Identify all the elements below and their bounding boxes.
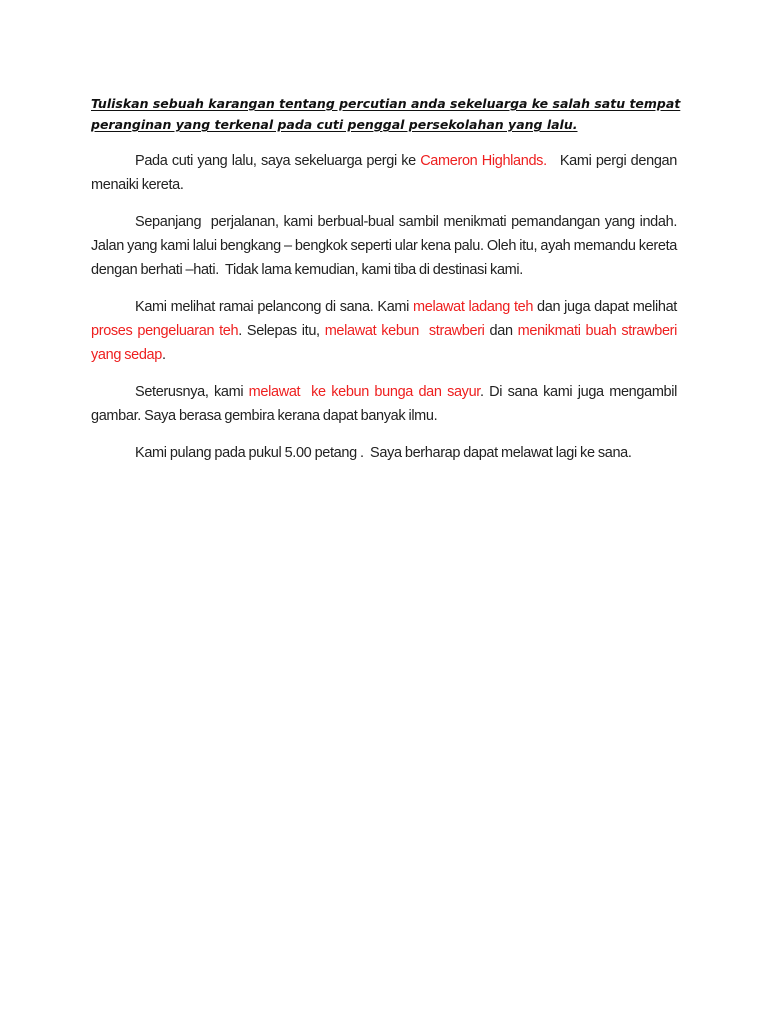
paragraph-text: Pada cuti yang lalu, saya sekeluarga pergi ke	[135, 153, 421, 169]
paragraph-text: Kami pergi dengan menaiki kereta.	[91, 153, 681, 193]
paragraph-text: Kami melihat ramai pelancong di sana. Kami	[135, 299, 414, 315]
paragraph-text: dan juga dapat melihat	[533, 299, 681, 315]
paragraph-text: . Di sana kami juga mengambil gambar. Saya berasa gembira kerana dapat banyak ilmu.	[91, 384, 681, 424]
essay-question-title: Tuliskan sebuah karangan tentang percutian anda sekeluarga ke salah satu tempat peranginan yang terkenal pada cuti penggal persekolahan yang lalu.	[91, 96, 681, 132]
essay-paragraph	[91, 295, 681, 367]
paragraph-text: Seterusnya, kami	[135, 384, 249, 400]
highlighted-phrase: Cameron Highlands.	[420, 153, 547, 169]
essay-body	[91, 149, 681, 478]
essay-paragraph	[91, 210, 681, 282]
highlighted-phrase: melawat ke kebun bunga dan sayur	[248, 384, 480, 400]
paragraph-text: Kami pulang pada pukul 5.00 petang . Saya berharap dapat melawat lagi ke sana.	[135, 445, 632, 461]
highlighted-phrase: menikmati buah strawberi yang sedap	[91, 323, 681, 363]
essay-paragraph	[91, 149, 681, 197]
highlighted-phrase: proses pengeluaran teh	[91, 323, 239, 339]
paragraph-text: . Selepas itu,	[238, 323, 325, 339]
highlighted-phrase: melawat kebun strawberi	[324, 323, 485, 339]
essay-paragraph	[91, 441, 677, 465]
paragraph-text: .	[161, 347, 166, 363]
paragraph-text: Sepanjang perjalanan, kami berbual-bual sambil menikmati pemandangan yang indah. Jalan yang kami lalui bengkang – bengkok seperti ular kena palu. Oleh itu, ayah memandu kereta dengan berhati –hati. Tidak lama kemudian, kami tiba di destinasi kami.	[91, 214, 681, 278]
highlighted-phrase: melawat ladang teh	[413, 299, 534, 315]
paragraph-text: dan	[484, 323, 518, 339]
essay-paragraph	[91, 380, 681, 428]
